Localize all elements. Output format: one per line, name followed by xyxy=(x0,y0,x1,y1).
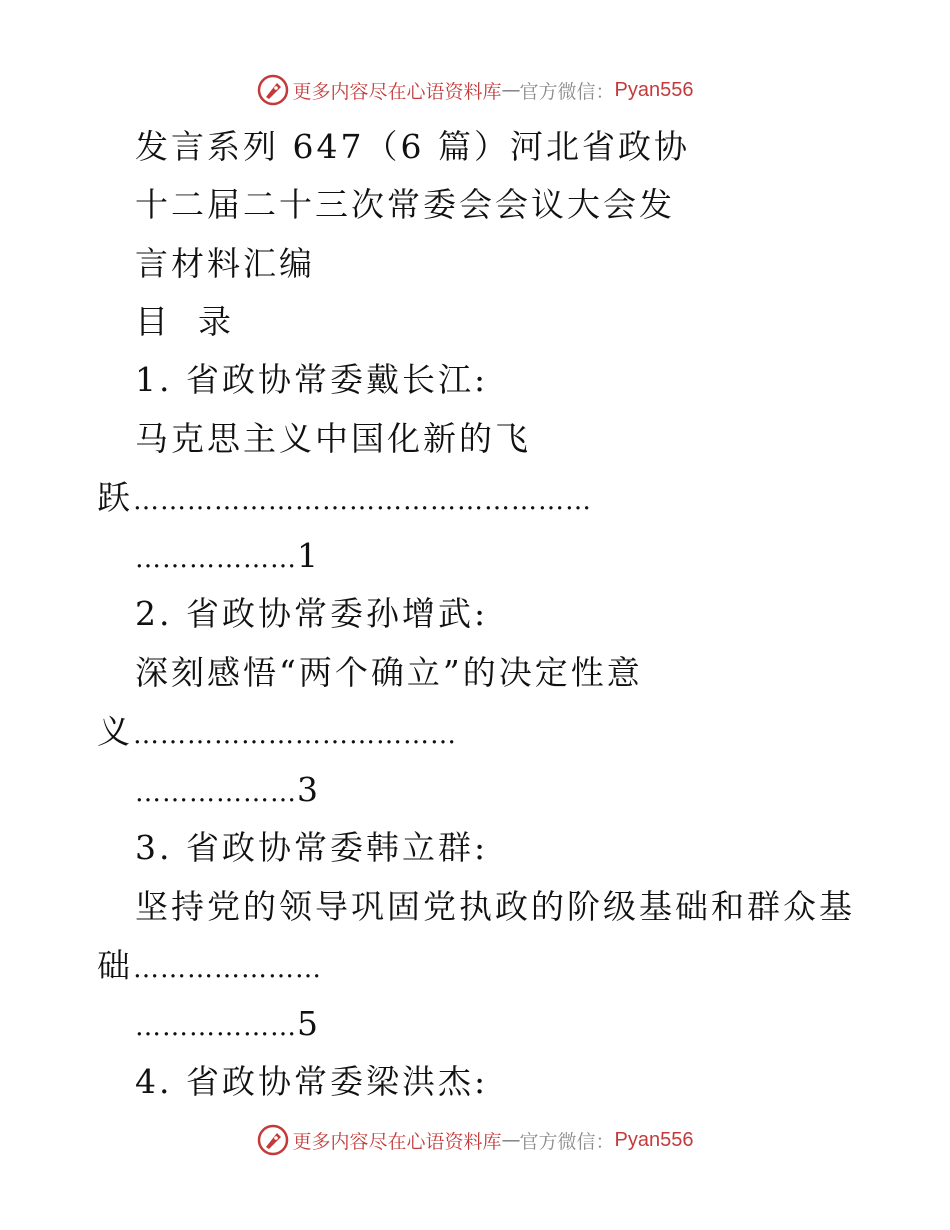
doc-title-line-3: 言材料汇编 xyxy=(135,244,315,283)
doc-title-line-1: 发言系列 647（6 篇）河北省政协 xyxy=(135,127,690,166)
banner-dash: — xyxy=(501,79,520,101)
toc-entry-1-leader-dots-2: ……………… xyxy=(135,544,297,574)
banner-wechat-label: 官方微信： xyxy=(519,80,615,103)
toc-entry-2-title-tail xyxy=(97,712,457,755)
doc-title-line-2: 十二届二十三次常委会会议大会发 xyxy=(135,185,675,224)
toc-entry-1-title: 马克思主义中国化新的飞 xyxy=(135,419,531,458)
toc-entry-3-page-number: 5 xyxy=(297,1004,321,1043)
toc-entry-2-tail-char: 义 xyxy=(97,712,133,751)
toc-entry-2-title: 深刻感悟“两个确立”的决定性意 xyxy=(135,653,643,692)
toc-entry-3-title-tail xyxy=(97,946,322,989)
banner-wechat-id: Pyan556 xyxy=(614,1128,694,1151)
banner-dash: — xyxy=(501,1129,520,1151)
toc-entry-1-speaker: 1. 省政协常委戴长江: xyxy=(135,360,489,399)
toc-entry-4-speaker: 4. 省政协常委梁洪杰: xyxy=(135,1062,489,1101)
toc-heading: 目录 xyxy=(135,302,261,341)
toc-entry-1-page-number: 1 xyxy=(297,536,321,575)
banner-site-name: 更多内容尽在心语资料库 xyxy=(292,80,502,103)
toc-entry-3-page-line xyxy=(135,1004,321,1047)
toc-entry-1-page-line xyxy=(135,536,321,579)
pen-nib-logo-icon xyxy=(257,74,289,106)
toc-entry-2-page-line xyxy=(135,770,321,813)
banner-wechat-id: Pyan556 xyxy=(614,78,694,101)
toc-entry-1-leader-dots: …………………………………………… xyxy=(133,486,592,516)
toc-entry-3-leader-dots-2: ……………… xyxy=(135,1012,297,1042)
toc-entry-3-speaker: 3. 省政协常委韩立群: xyxy=(135,828,489,867)
toc-entry-2-leader-dots-2: ……………… xyxy=(135,778,297,808)
toc-entry-3-leader-dots: ………………… xyxy=(133,954,322,984)
header-watermark-banner xyxy=(0,70,950,110)
toc-entry-2-leader-dots: ……………………………… xyxy=(133,720,457,750)
toc-entry-2-page-number: 3 xyxy=(297,770,321,809)
pen-nib-logo-icon xyxy=(257,1124,289,1156)
toc-entry-3-title: 坚持党的领导巩固党执政的阶级基础和群众基 xyxy=(135,887,855,926)
toc-entry-1-title-tail xyxy=(97,478,592,521)
banner-site-name: 更多内容尽在心语资料库 xyxy=(292,1130,502,1153)
toc-entry-2-speaker: 2. 省政协常委孙增武: xyxy=(135,594,489,633)
banner-wechat-label: 官方微信： xyxy=(519,1130,615,1153)
toc-entry-3-tail-char: 础 xyxy=(97,946,133,985)
footer-watermark-banner xyxy=(0,1120,950,1160)
toc-entry-1-tail-char: 跃 xyxy=(97,478,133,517)
